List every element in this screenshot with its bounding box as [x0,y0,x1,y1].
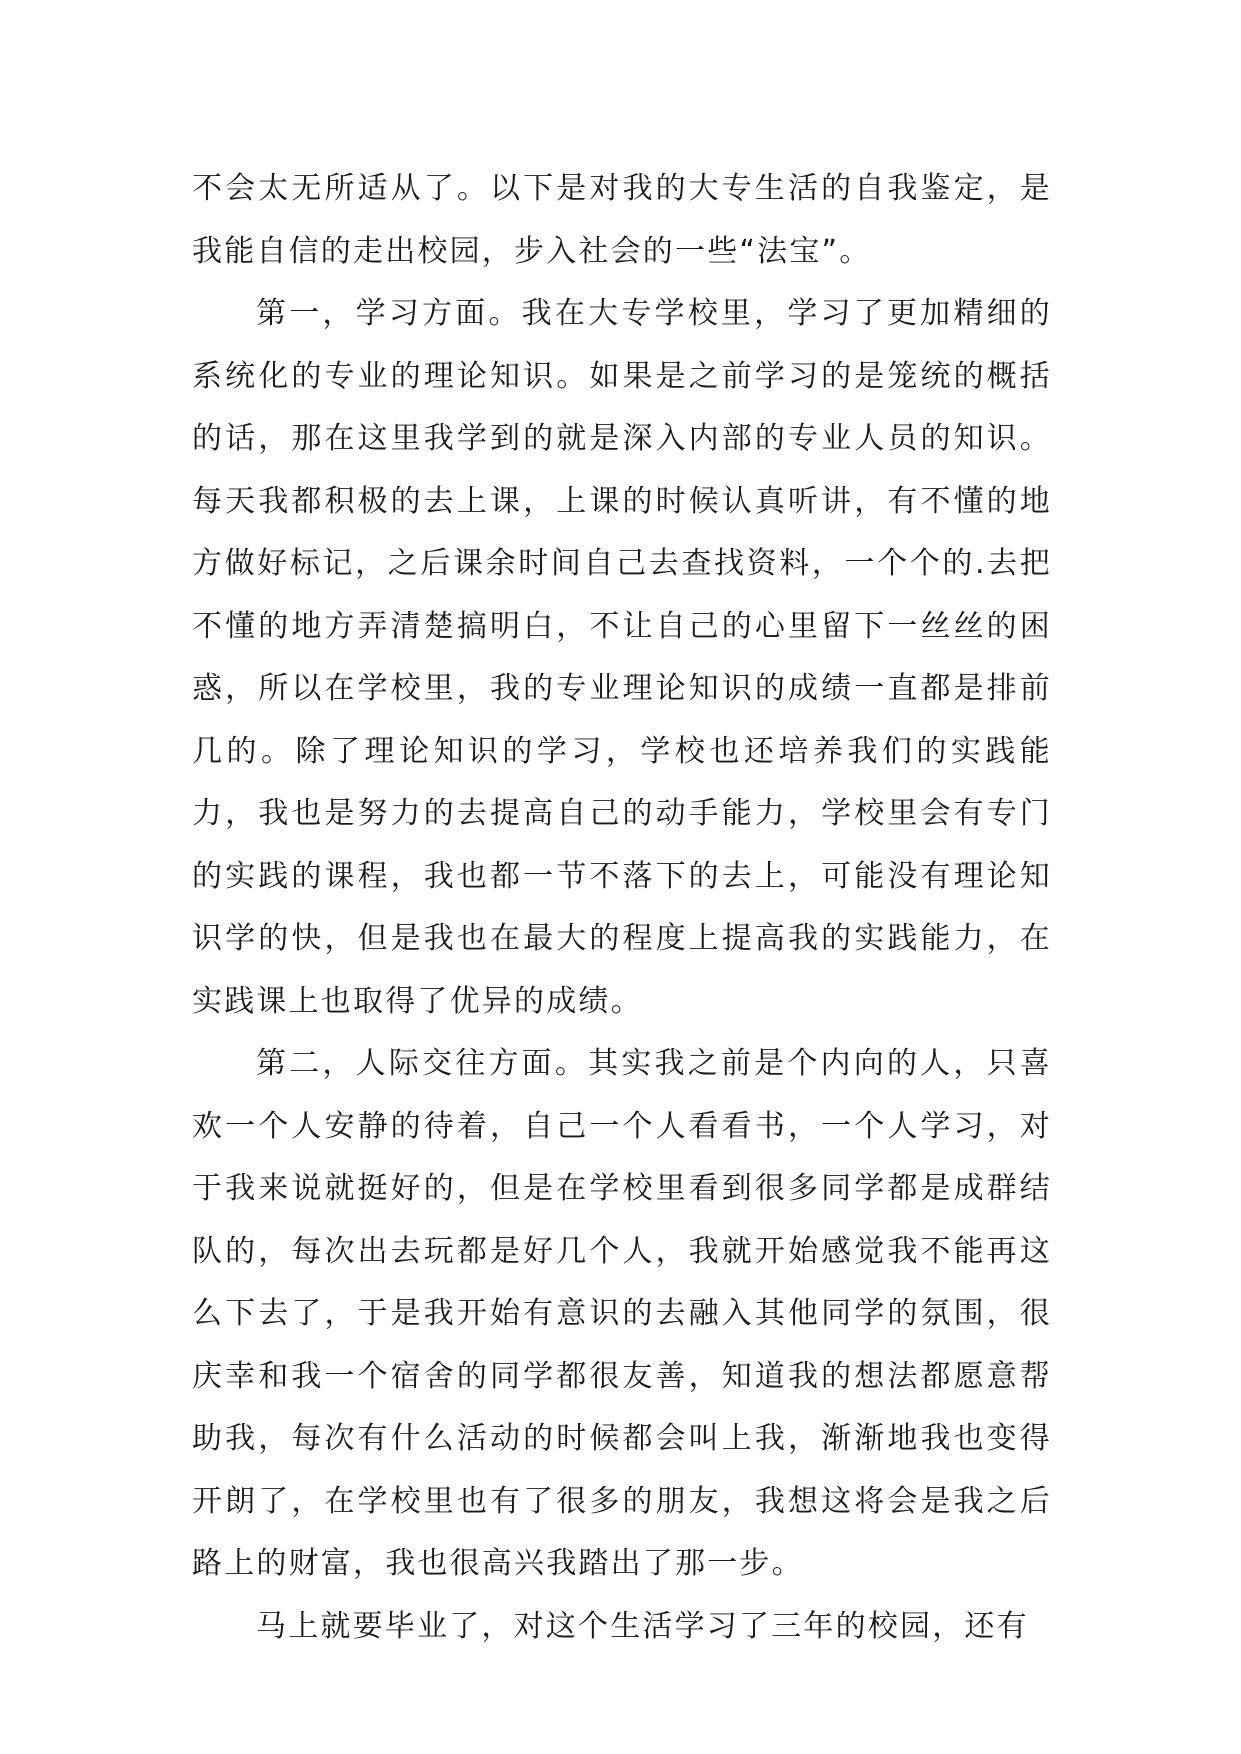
document-body [192,158,1052,1658]
paragraph-intro-continuation: 不会太无所适从了。以下是对我的大专生活的自我鉴定，是我能自信的走出校园，步入社会的一些“法宝”。 [192,171,1052,269]
paragraph-graduation: 马上就要毕业了，对这个生活学习了三年的校园，还有 [256,1608,1029,1644]
paragraph-study: 第一，学习方面。我在大专学校里，学习了更加精细的系统化的专业的理论知识。如果是之前学习的是笼统的概括的话，那在这里我学到的就是深入内部的专业人员的知识。每天我都积极的去上课，上课的时候认真听讲，有不懂的地方做好标记，之后课余时间自己去查找资料，一个个的.去把不懂的地方弄清楚搞明白，不让自己的心里留下一丝丝的困惑，所以在学校里，我的专业理论知识的成绩一直都是排前几的。除了理论知识的学习，学校也还培养我们的实践能力，我也是努力的去提高自己的动手能力，学校里会有专门的实践的课程，我也都一节不落下的去上，可能没有理论知识学的快，但是我也在最大的程度上提高我的实践能力，在实践课上也取得了优异的成绩。 [192,296,1052,1019]
paragraph-interpersonal: 第二，人际交往方面。其实我之前是个内向的人，只喜欢一个人安静的待着，自己一个人看看书，一个人学习，对于我来说就挺好的，但是在学校里看到很多同学都是成群结队的，每次出去玩都是好几个人，我就开始感觉我不能再这么下去了，于是我开始有意识的去融入其他同学的氛围，很庆幸和我一个宿舍的同学都很友善，知道我的想法都愿意帮助我，每次有什么活动的时候都会叫上我，渐渐地我也变得开朗了，在学校里也有了很多的朋友，我想这将会是我之后路上的财富，我也很高兴我踏出了那一步。 [192,1046,1052,1581]
